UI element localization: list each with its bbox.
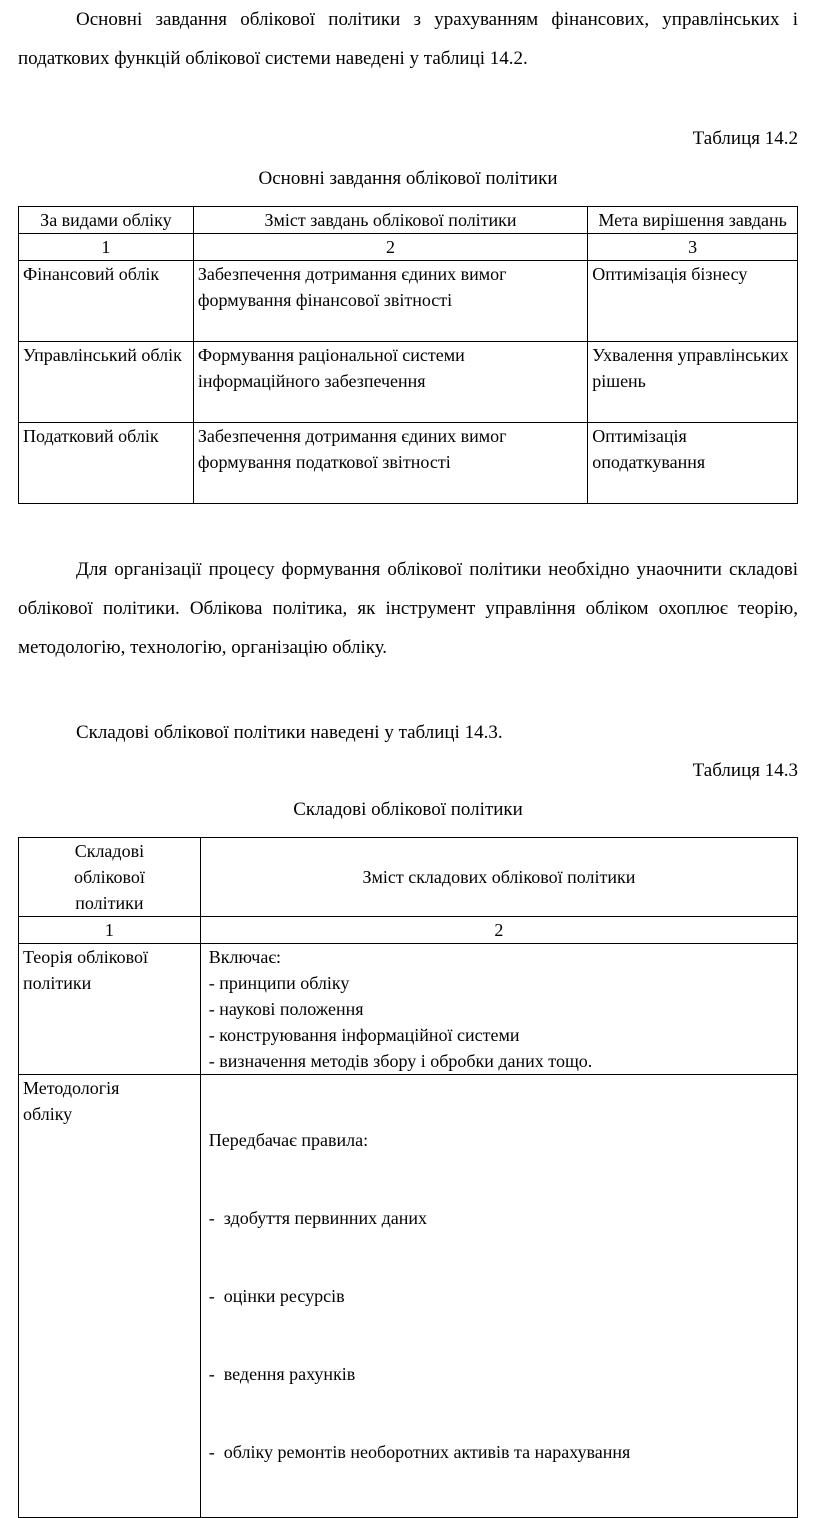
intro-paragraph: Основні завдання облікової політики з урахуванням фінансових, управлінських і податкових функцій облікової системи наведені у таблиці 14.2. <box>18 9 798 69</box>
task-content: Забезпечення дотримання єдиних вимог формування фінансової звітності <box>193 261 587 342</box>
table-14-2-caption: Основні завдання облікової політики <box>258 168 558 189</box>
column-number: 1 <box>19 234 194 261</box>
task-goal: Оптимізація оподаткування <box>588 423 798 504</box>
table-row <box>19 944 798 1075</box>
component-content <box>200 1075 797 1518</box>
header-cell: Зміст завдань облікової політики <box>193 207 587 234</box>
accounting-type: Управлінський облік <box>19 342 194 423</box>
table-row <box>19 1075 798 1518</box>
table-row <box>19 423 798 504</box>
table-14-2 <box>18 206 798 504</box>
header-cell: Зміст складових облікової політики <box>200 838 797 917</box>
column-number-row <box>19 234 798 261</box>
table-header-row <box>19 838 798 917</box>
content-line: Передбачає правила: <box>208 1130 369 1150</box>
table-14-3 <box>18 837 798 1518</box>
table-14-3-caption: Складові облікової політики <box>293 799 523 820</box>
table-14-3-label: Таблиця 14.3 <box>692 760 798 781</box>
header-cell: За видами обліку <box>19 207 194 234</box>
accounting-type: Податковий облік <box>19 423 194 504</box>
table-14-3-intro: Складові облікової політики наведені у таблиці 14.3. <box>76 722 503 743</box>
content-line: - принципи обліку <box>208 973 350 993</box>
content-line: Включає: <box>208 947 282 967</box>
table-14-2-label: Таблиця 14.2 <box>692 128 798 149</box>
column-number: 1 <box>19 917 201 944</box>
column-number: 2 <box>193 234 587 261</box>
header-cell: Складові облікової політики <box>19 838 201 917</box>
header-cell: Мета вирішення завдань <box>588 207 798 234</box>
table-header-row <box>19 207 798 234</box>
accounting-type: Фінансовий облік <box>19 261 194 342</box>
content-line: - наукові положення <box>208 999 364 1019</box>
column-number-row <box>19 917 798 944</box>
content-line: - здобуття первинних даних <box>208 1208 428 1228</box>
content-line: - ведення рахунків <box>208 1364 356 1384</box>
table-row <box>19 261 798 342</box>
component-name: Методологія обліку <box>19 1075 201 1518</box>
component-name: Теорія облікової політики <box>19 944 201 1075</box>
table-row <box>19 342 798 423</box>
content-line: - визначення методів збору і обробки даних тощо. <box>208 1051 593 1071</box>
middle-paragraph: Для організації процесу формування облікової політики необхідно унаочнити складові облікової політики. Облікова політика, як інструмент управління обліком охоплює теорію, методологію, технологію, організацію обліку. <box>18 559 798 658</box>
component-content <box>200 944 797 1075</box>
task-content: Формування раціональної системи інформаційного забезпечення <box>193 342 587 423</box>
content-line: - обліку ремонтів необоротних активів та нарахування <box>208 1442 631 1462</box>
column-number: 3 <box>588 234 798 261</box>
task-content: Забезпечення дотримання єдиних вимог формування податкової звітності <box>193 423 587 504</box>
task-goal: Оптимізація бізнесу <box>588 261 798 342</box>
content-line: - конструювання інформаційної системи <box>208 1025 520 1045</box>
content-line: - оцінки ресурсів <box>208 1286 345 1306</box>
column-number: 2 <box>200 917 797 944</box>
task-goal: Ухвалення управлінських рішень <box>588 342 798 423</box>
